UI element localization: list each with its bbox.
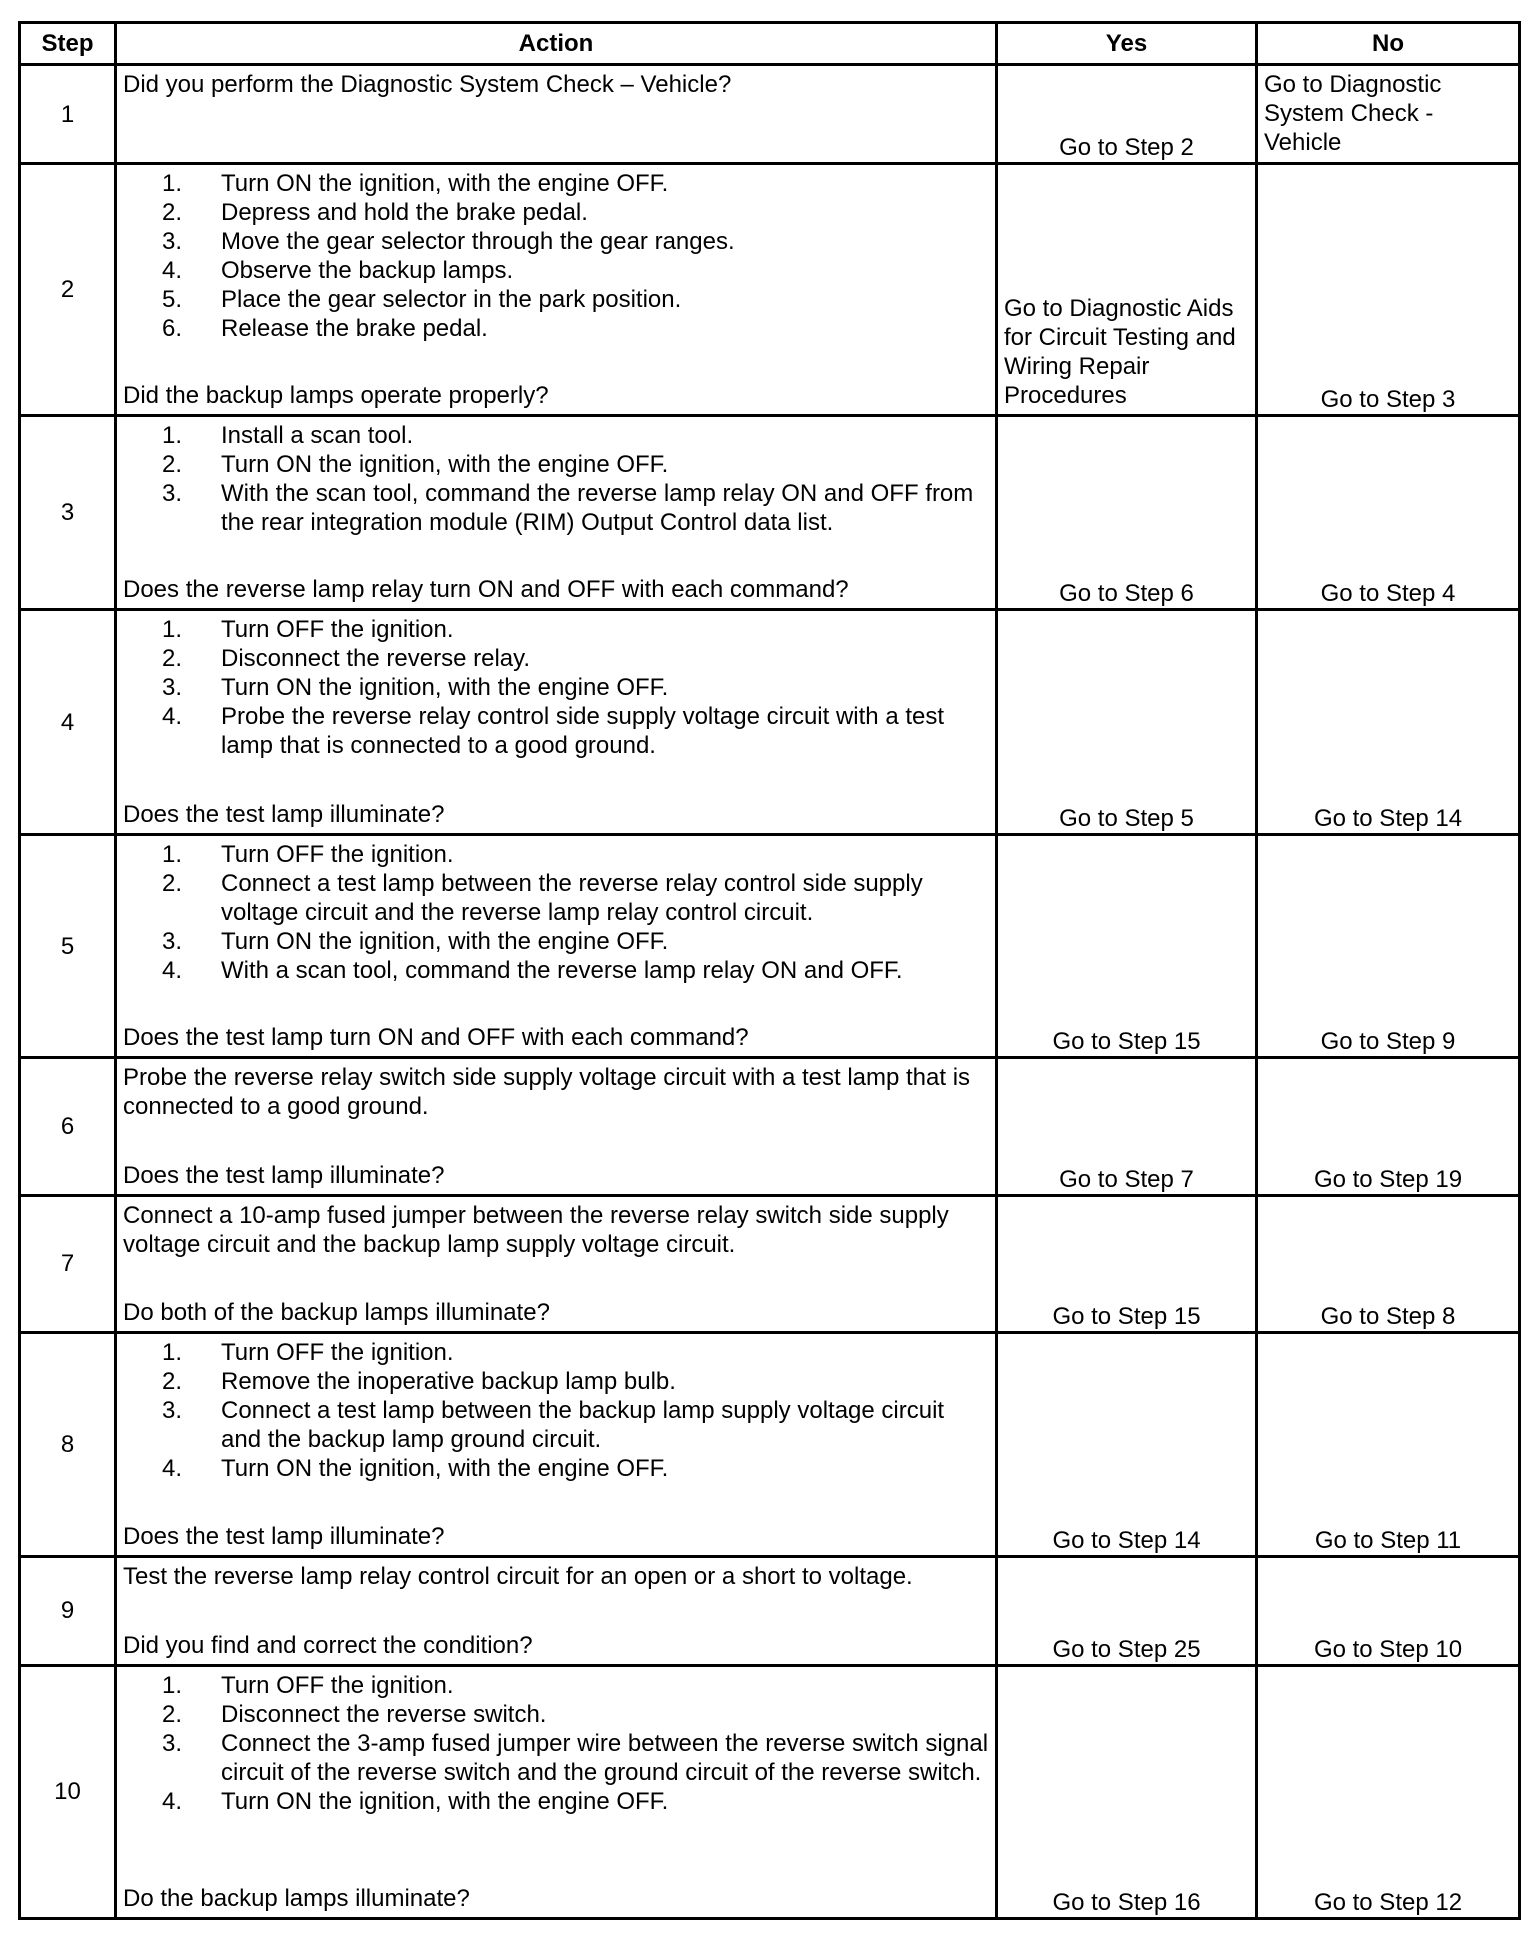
step-number: 5 — [20, 835, 116, 1058]
list-item-number: 1. — [161, 170, 182, 198]
list-item-text: Install a scan tool. — [221, 422, 414, 450]
action-cell — [116, 610, 997, 835]
step-number: 8 — [20, 1332, 116, 1556]
action-question: Do the backup lamps illuminate? — [123, 1885, 470, 1912]
table-body — [20, 65, 1520, 1919]
action-cell — [116, 164, 997, 416]
list-item-text: Connect a test lamp between the reverse relay control side supply voltage circuit and the reverse lamp relay control circuit. — [221, 870, 923, 927]
diagnostic-table — [18, 21, 1521, 1920]
no-outcome: Go to Step 10 — [1257, 1556, 1520, 1665]
action-instruction: Probe the reverse relay switch side supply voltage circuit with a test lamp that is connected to a good ground. — [123, 1064, 971, 1121]
no-outcome: Go to Step 8 — [1257, 1195, 1520, 1332]
list-item-number: 3. — [161, 1729, 182, 1757]
list-item-number: 3. — [161, 1396, 182, 1424]
header-yes: Yes — [997, 23, 1257, 65]
list-item-text: Move the gear selector through the gear ranges. — [221, 228, 735, 256]
action-question: Does the test lamp illuminate? — [123, 1161, 445, 1189]
list-item-text: Disconnect the reverse relay. — [221, 645, 531, 673]
action-cell — [116, 1058, 997, 1195]
list-item-text: Turn OFF the ignition. — [221, 841, 454, 869]
list-item-number: 2. — [161, 451, 182, 479]
action-question: Do both of the backup lamps illuminate? — [123, 1298, 550, 1326]
action-instruction: Connect a 10-amp fused jumper between the reverse relay switch side supply voltage circuit and the backup lamp supply voltage circuit. — [123, 1201, 949, 1258]
list-item-number: 1. — [161, 1338, 182, 1366]
list-item-number: 4. — [161, 1454, 182, 1482]
list-item — [123, 169, 989, 198]
list-item — [123, 1454, 989, 1483]
list-item-text: Remove the inoperative backup lamp bulb. — [221, 1367, 676, 1395]
step-number: 2 — [20, 164, 116, 416]
table-row — [20, 1332, 1520, 1556]
table-row — [20, 610, 1520, 835]
no-outcome: Go to Step 19 — [1257, 1058, 1520, 1195]
action-instruction: Did you perform the Diagnostic System Check – Vehicle? — [123, 71, 732, 98]
table-row — [20, 1665, 1520, 1918]
action-steps-list — [123, 421, 989, 537]
list-item-text: Turn ON the ignition, with the engine OFF. — [221, 170, 669, 198]
list-item — [123, 869, 989, 927]
list-item — [123, 702, 989, 760]
action-cell — [116, 416, 997, 610]
step-number: 3 — [20, 416, 116, 610]
list-item-number: 1. — [161, 422, 182, 450]
list-item — [123, 1700, 989, 1729]
step-number: 6 — [20, 1058, 116, 1195]
yes-outcome: Go to Step 15 — [997, 835, 1257, 1058]
action-question: Did the backup lamps operate properly? — [123, 382, 549, 410]
list-item-number: 1. — [161, 1671, 182, 1699]
list-item-number: 3. — [161, 228, 182, 256]
action-steps-list — [123, 840, 989, 985]
yes-outcome: Go to Step 2 — [997, 65, 1257, 164]
yes-outcome: Go to Step 6 — [997, 416, 1257, 610]
list-item — [123, 1729, 989, 1787]
yes-outcome: Go to Step 15 — [997, 1195, 1257, 1332]
yes-outcome: Go to Step 7 — [997, 1058, 1257, 1195]
header-step: Step — [20, 23, 116, 65]
list-item-number: 4. — [161, 703, 182, 731]
no-outcome: Go to Step 3 — [1257, 164, 1520, 416]
list-item — [123, 198, 989, 227]
action-instruction: Test the reverse lamp relay control circuit for an open or a short to voltage. — [123, 1562, 913, 1590]
action-steps-list — [123, 1671, 989, 1816]
list-item-number: 1. — [161, 841, 182, 869]
yes-outcome: Go to Step 5 — [997, 610, 1257, 835]
table-row — [20, 835, 1520, 1058]
step-number: 10 — [20, 1665, 116, 1918]
list-item-text: Turn OFF the ignition. — [221, 616, 454, 644]
action-steps-list — [123, 1338, 989, 1483]
action-steps-list — [123, 615, 989, 760]
list-item — [123, 644, 989, 673]
list-item-text: Disconnect the reverse switch. — [221, 1700, 547, 1728]
list-item — [123, 285, 989, 314]
step-number: 7 — [20, 1195, 116, 1332]
list-item-number: 2. — [161, 1700, 182, 1728]
table-row — [20, 1058, 1520, 1195]
list-item-text: Probe the reverse relay control side supply voltage circuit with a test lamp that is connected to a good ground. — [221, 703, 945, 760]
list-item-number: 4. — [161, 1787, 182, 1815]
action-cell — [116, 1332, 997, 1556]
action-cell — [116, 1665, 997, 1918]
list-item-number: 2. — [161, 1367, 182, 1395]
table-row — [20, 164, 1520, 416]
list-item-number: 3. — [161, 674, 182, 702]
header-row — [20, 23, 1520, 65]
list-item-number: 3. — [161, 480, 182, 508]
list-item-text: Connect the 3-amp fused jumper wire between the reverse switch signal circuit of the reverse switch and the ground circuit of the reverse switch. — [221, 1729, 989, 1786]
list-item-text: Release the brake pedal. — [221, 315, 488, 343]
list-item — [123, 1787, 989, 1816]
no-outcome: Go to Step 12 — [1257, 1665, 1520, 1918]
action-cell — [116, 835, 997, 1058]
list-item-text: Turn ON the ignition, with the engine OFF. — [221, 1454, 669, 1482]
list-item — [123, 1338, 989, 1367]
list-item-text: With a scan tool, command the reverse lamp relay ON and OFF. — [221, 957, 903, 985]
table-row — [20, 416, 1520, 610]
list-item — [123, 673, 989, 702]
no-outcome: Go to Step 4 — [1257, 416, 1520, 610]
action-steps-list — [123, 169, 989, 343]
action-question: Does the reverse lamp relay turn ON and OFF with each command? — [123, 576, 849, 604]
list-item — [123, 615, 989, 644]
action-cell — [116, 1195, 997, 1332]
list-item-text: Depress and hold the brake pedal. — [221, 199, 588, 227]
list-item-text: Turn ON the ignition, with the engine OFF. — [221, 451, 669, 479]
action-question: Does the test lamp illuminate? — [123, 801, 445, 829]
list-item-number: 1. — [161, 616, 182, 644]
step-number: 9 — [20, 1556, 116, 1665]
list-item — [123, 1671, 989, 1700]
list-item — [123, 450, 989, 479]
header-action: Action — [116, 23, 997, 65]
action-cell — [116, 65, 997, 164]
list-item-number: 6. — [161, 315, 182, 343]
list-item-text: Turn ON the ignition, with the engine OFF. — [221, 1787, 669, 1815]
table-row — [20, 65, 1520, 164]
yes-outcome: Go to Diagnostic Aids for Circuit Testing and Wiring Repair Procedures — [997, 164, 1257, 416]
table-row — [20, 1195, 1520, 1332]
action-cell — [116, 1556, 997, 1665]
yes-outcome: Go to Step 16 — [997, 1665, 1257, 1918]
list-item-text: Turn ON the ignition, with the engine OFF. — [221, 674, 669, 702]
list-item — [123, 927, 989, 956]
action-question: Did you find and correct the condition? — [123, 1631, 533, 1659]
list-item-number: 2. — [161, 199, 182, 227]
list-item-number: 4. — [161, 257, 182, 285]
no-outcome: Go to Diagnostic System Check - Vehicle — [1257, 65, 1520, 164]
no-outcome: Go to Step 14 — [1257, 610, 1520, 835]
no-outcome: Go to Step 9 — [1257, 835, 1520, 1058]
list-item — [123, 227, 989, 256]
list-item — [123, 1367, 989, 1396]
yes-outcome: Go to Step 14 — [997, 1332, 1257, 1556]
list-item-text: Turn OFF the ignition. — [221, 1671, 454, 1699]
list-item-text: Connect a test lamp between the backup lamp supply voltage circuit and the backup lamp ground circuit. — [221, 1396, 945, 1453]
table-row — [20, 1556, 1520, 1665]
list-item-text: With the scan tool, command the reverse lamp relay ON and OFF from the rear integration module (RIM) Output Control data list. — [221, 480, 974, 537]
action-question: Does the test lamp illuminate? — [123, 1522, 445, 1550]
list-item — [123, 840, 989, 869]
list-item — [123, 1396, 989, 1454]
list-item-number: 3. — [161, 928, 182, 956]
list-item-text: Turn OFF the ignition. — [221, 1338, 454, 1366]
list-item — [123, 956, 989, 985]
list-item — [123, 421, 989, 450]
list-item-number: 2. — [161, 645, 182, 673]
step-number: 4 — [20, 610, 116, 835]
step-number: 1 — [20, 65, 116, 164]
list-item-number: 4. — [161, 957, 182, 985]
yes-outcome: Go to Step 25 — [997, 1556, 1257, 1665]
list-item-text: Observe the backup lamps. — [221, 257, 514, 285]
header-no: No — [1257, 23, 1520, 65]
list-item — [123, 479, 989, 537]
list-item — [123, 314, 989, 343]
list-item-number: 2. — [161, 870, 182, 898]
list-item-text: Turn ON the ignition, with the engine OFF. — [221, 928, 669, 956]
action-question: Does the test lamp turn ON and OFF with each command? — [123, 1024, 749, 1052]
list-item-text: Place the gear selector in the park position. — [221, 286, 682, 314]
list-item-number: 5. — [161, 286, 182, 314]
list-item — [123, 256, 989, 285]
no-outcome: Go to Step 11 — [1257, 1332, 1520, 1556]
